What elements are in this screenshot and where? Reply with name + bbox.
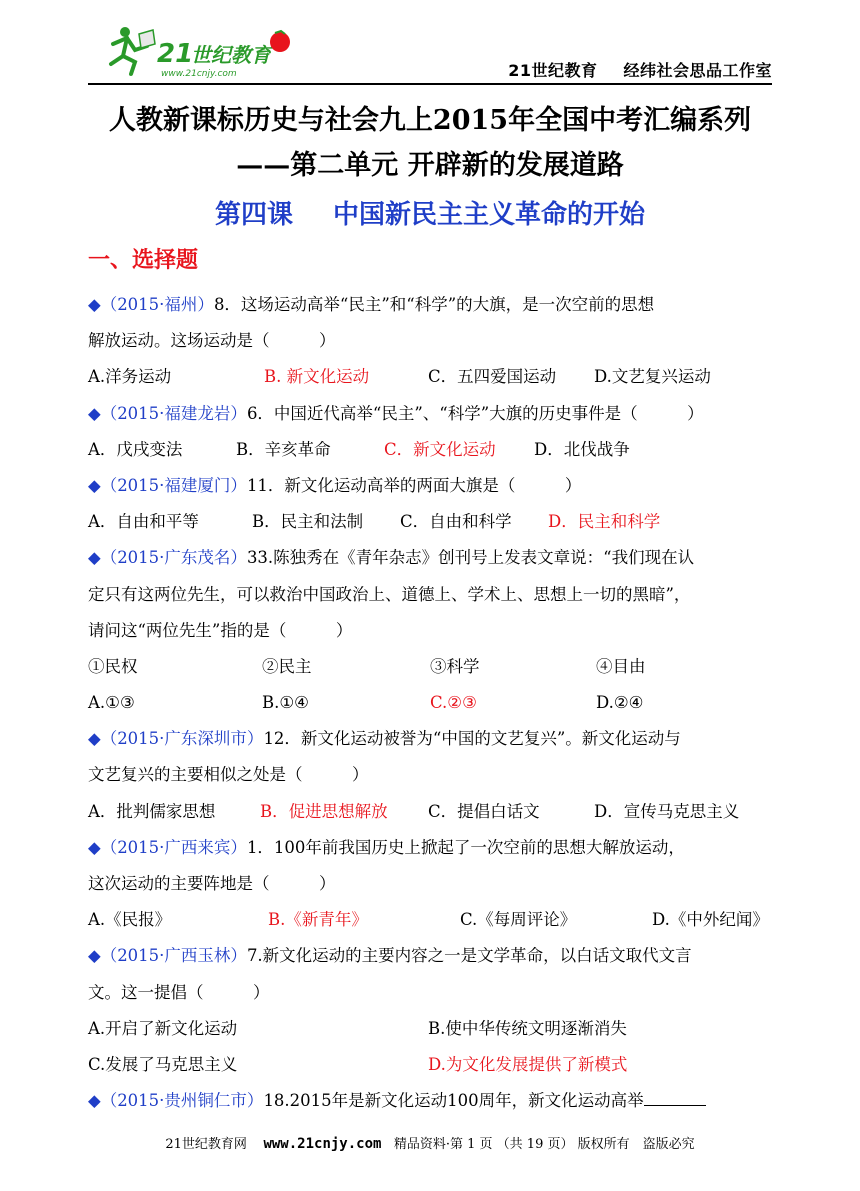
question-stem [88,1083,778,1119]
doc-subtitle: ——第二单元 开辟新的发展道路 [236,150,624,181]
question-source: ◆（2015·福建厦门） [88,475,247,495]
option-d: D.《中外纪闻》 [652,910,769,930]
question-options [88,359,778,395]
question-options [88,1011,778,1047]
lesson-name: 中国新民主主义革命的开始 [333,200,646,230]
question-stem [88,830,778,866]
org-name: 21世纪教育 [508,61,598,80]
stem-text: 8．这场运动高举“民主”和“科学”的大旗，是一次空前的思想 [213,295,655,314]
option-d: D.②④ [596,693,644,713]
header-org [508,58,772,81]
svg-text:www.21cnjy.com: www.21cnjy.com [161,69,237,79]
option-d-answer: D．民主和科学 [548,512,661,532]
option-a: A．批判儒家思想 [88,801,216,821]
question-source: ◆（2015·贵州铜仁市） [88,1091,264,1111]
question-stem [88,396,778,432]
question-stem: 文艺复兴的主要相似之处是（ ） [88,765,369,785]
item-3: ③科学 [430,656,480,676]
option-c: C．提倡白话文 [428,801,540,821]
question-stem: 文。这一提倡（ ） [88,982,270,1002]
answer-blank [644,1091,706,1106]
footer-info: 精品资料·第 1 页 （共 19 页） 版权所有 盗版必究 [393,1137,695,1152]
option-d-answer: D.为文化发展提供了新模式 [428,1054,628,1074]
option-a: A.开启了新文化运动 [88,1018,238,1038]
option-b-answer: B. 新文化运动 [264,367,370,387]
svg-text:21: 21 [157,39,194,69]
question-items [88,649,778,685]
doc-title: 人教新课标历史与社会九上2015年全国中考汇编系列 [108,105,752,136]
option-d: D．北伐战争 [534,439,630,459]
option-b: B.①④ [262,693,309,713]
option-c-answer: C．新文化运动 [384,439,496,459]
stem-text: 12．新文化运动被誉为“中国的文艺复兴”。新文化运动与 [263,729,681,749]
stem-text: 1．100年前我国历史上掀起了一次空前的思想大解放运动， [246,837,685,857]
stem-text: 6．中国近代高举“民主”、“科学”大旗的历史事件是（ ） [246,403,704,423]
question-stem [88,938,778,974]
option-c: C.发展了马克思主义 [88,1054,238,1074]
item-2: ②民主 [262,656,312,676]
option-c: C．自由和科学 [400,512,512,532]
page-footer [0,1133,860,1152]
footer-site: 21世纪教育网 [165,1137,247,1152]
option-b: B．民主和法制 [252,512,364,532]
question-source: ◆（2015·广西来宾） [88,837,247,857]
option-d: D.文艺复兴运动 [594,367,711,387]
question-source: ◆（2015·福建龙岩） [88,403,247,423]
option-b: B.使中华传统文明逐渐消失 [428,1018,627,1038]
logo [95,22,295,82]
question-options [88,504,778,540]
question-options [88,685,778,721]
option-d: D．宣传马克思主义 [594,801,740,821]
option-a: A．自由和平等 [88,512,199,532]
footer-url[interactable]: www.21cnjy.com [263,1136,382,1152]
option-b: B．辛亥革命 [236,439,331,459]
option-c: C．五四爱国运动 [428,367,557,387]
option-a: A.①③ [88,693,135,713]
option-b-answer: B．促进思想解放 [260,801,388,821]
question-stem: 请问这“两位先生”指的是（ ） [88,620,353,640]
option-c-answer: C.②③ [430,693,477,713]
studio-name: 经纬社会思品工作室 [623,61,772,80]
question-source: ◆（2015·广东深圳市） [88,729,264,749]
stem-text: 11．新文化运动高举的两面大旗是（ ） [246,475,582,495]
question-stem: 这次运动的主要阵地是（ ） [88,874,336,893]
question-options [88,1047,778,1083]
question-stem [88,540,778,576]
question-options [88,794,778,830]
option-b-answer: B.《新青年》 [268,910,368,930]
stem-text: 18.2015年是新文化运动100周年，新文化运动高举 [263,1091,644,1111]
question-stem [88,287,778,323]
item-4: ④目由 [596,656,646,676]
option-c: C.《每周评论》 [460,910,577,930]
stem-text: 33.陈独秀在《青年杂志》创刊号上发表文章说：“我们现在认 [246,548,695,568]
question-stem: 定只有这两位先生，可以救治中国政治上、道德上、学术上、思想上一切的黑暗”， [88,584,691,604]
question-stem [88,721,778,757]
option-a: A.《民报》 [88,910,172,930]
svg-text:世纪教育: 世纪教育 [191,43,271,67]
question-stem: 解放运动。这场运动是（ ） [88,331,336,351]
question-options [88,432,778,468]
question-stem [88,468,778,504]
question-source: ◆（2015·广东茂名） [88,548,247,568]
option-a: A.洋务运动 [88,367,172,387]
stem-text: 7.新文化运动的主要内容之一是文学革命，以白话文取代文言 [246,946,692,966]
item-1: ①民权 [88,656,138,676]
section-title: 一、选择题 [88,247,199,273]
question-source: ◆（2015·广西玉林） [88,946,247,966]
lesson-title [0,194,860,231]
question-source: ◆（2015·福州） [88,295,214,314]
lesson-number: 第四课 [214,200,293,230]
question-options [88,902,778,938]
runner-logo-icon [95,22,295,82]
option-a: A．戊戌变法 [88,439,183,459]
header-divider [88,83,772,85]
question-list [88,287,778,1119]
